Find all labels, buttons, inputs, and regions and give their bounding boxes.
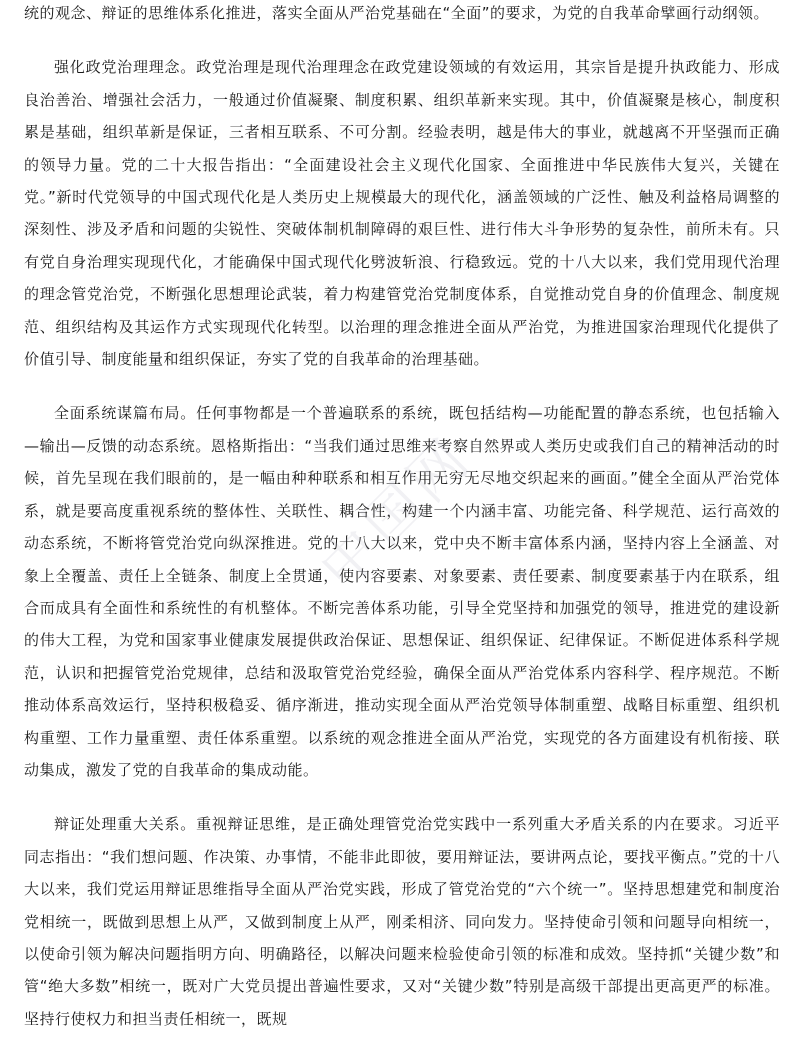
paragraph-dialectical-relations: 辩证处理重大关系。重视辩证思维，是正确处理管党治党实践中一系列重大矛盾关系的内在要求。习近平同志指出：“我们想问题、作决策、办事情，不能非此即彼，要用辩证法，要讲两点论，要找平衡点。”党的十八大以来，我们党运用辩证思维指导全面从严治党实践，形成了管党治党的“六个统一”。坚持思想建党和制度治党相统一，既做到思想上从严，又做到制度上从严，刚柔相济、同向发力。坚持使命引领和问题导向相统一，以使命引领为解决问题指明方向、明确路径，以解决问题来检验使命引领的标准和成效。坚持抓“关键少数”和管“绝大多数”相统一，既对广大党员提出普遍性要求，又对“关键少数”特别是高级干部提出更高更严的标准。坚持行使权力和担当责任相统一，既规 — [24, 815, 780, 1028]
watermark-logo: 中国网 — [307, 424, 485, 602]
paragraph-systematic-planning: 全面系统谋篇布局。任何事物都是一个普遍联系的系统，既包括结构—功能配置的静态系统，也包括输入—输出—反馈的动态系统。恩格斯指出：“当我们通过思维来考察自然界或人类历史或我们自己的精神活动的时候，首先呈现在我们眼前的，是一幅由种种联系和相互作用无穷无尽地交织起来的画面。”健全全面从严治党体系，就是要高度重视系统的整体性、关联性、耦合性，构建一个内涵丰富、功能完备、科学规范、运行高效的动态系统，不断将管党治党向纵深推进。党的十八大以来，党中央不断丰富体系内涵，坚持内容上全涵盖、对象上全覆盖、责任上全链条、制度上全贯通，使内容要素、对象要素、责任要素、制度要素基于内在联系，组合而成具有全面性和系统性的有机整体。不断完善体系功能，引导全党坚持和加强党的领导，推进党的建设新的伟大工程，为党和国家事业健康发展提供政治保证、思想保证、组织保证、纪律保证。不断促进体系科学规范，认识和把握管党治党规律，总结和汲取管党治党经验，确保全面从严治党体系内容科学、程序规范。不断推动体系高效运行，坚持积极稳妥、循序渐进，推动实现全面从严治党领导体制重塑、战略目标重塑、组织机构重塑、工作力量重塑、责任体系重塑。以系统的观念推进全面从严治党，实现党的各方面建设有机衔接、联动集成，激发了党的自我革命的集成动能。 — [24, 404, 780, 779]
paragraph-party-governance: 强化政党治理理念。政党治理是现代治理理念在政党建设领域的有效运用，其宗旨是提升执政能力、形成良治善治、增强社会活力，一般通过价值凝聚、制度积累、组织革新来实现。其中，价值凝聚是核心，制度积累是基础，组织革新是保证，三者相互联系、不可分割。经验表明，越是伟大的事业，就越离不开坚强而正确的领导力量。党的二十大报告指出：“全面建设社会主义现代化国家、全面推进中华民族伟大复兴，关键在党。”新时代党领导的中国式现代化是人类历史上规模最大的现代化，涵盖领域的广泛性、触及利益格局调整的深刻性、涉及矛盾和问题的尖锐性、突破体制机制障碍的艰巨性、进行伟大斗争形势的复杂性，前所未有。只有党自身治理实现现代化，才能确保中国式现代化劈波斩浪、行稳致远。党的十八大以来，我们党用现代治理的理念管党治党，不断强化思想理论武装，着力构建管党治党制度体系，自觉推动党自身的价值理念、制度规范、组织结构及其运作方式实现现代化转型。以治理的理念推进全面从严治党，为推进国家治理现代化提供了价值引导、制度能量和组织保证，夯实了党的自我革命的治理基础。 — [24, 58, 780, 369]
paragraph-continued-intro: 统的观念、辩证的思维体系化推进，落实全面从严治党基础在“全面”的要求，为党的自我革命擘画行动纲领。 — [24, 4, 770, 22]
article-body — [24, 0, 780, 1057]
